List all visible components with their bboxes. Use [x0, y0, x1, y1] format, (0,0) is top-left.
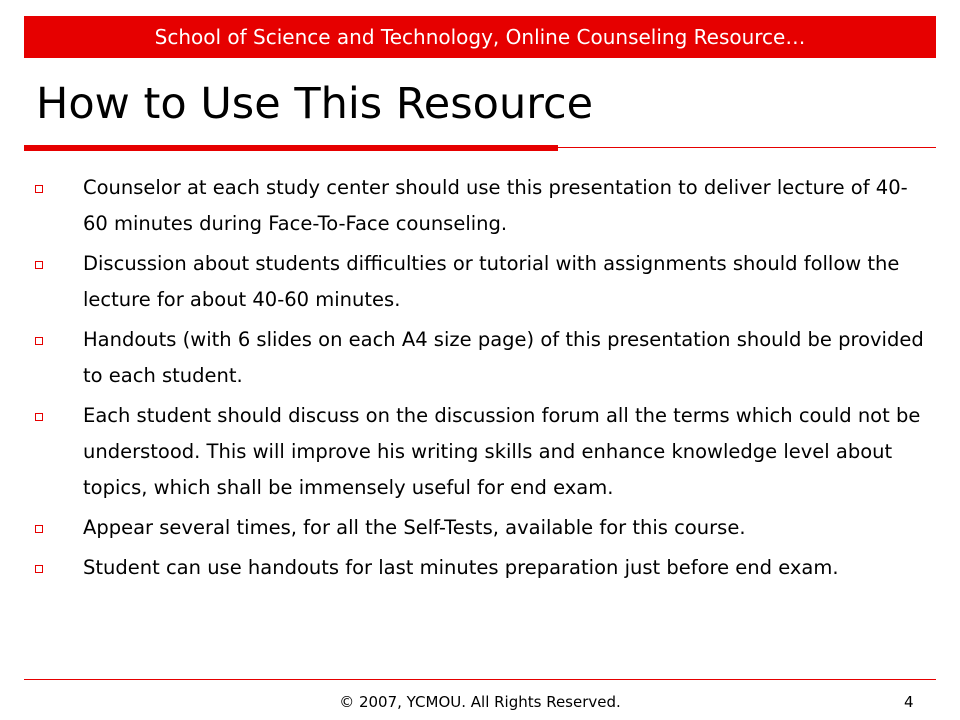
- slide-number: 4: [904, 693, 914, 711]
- bullet-text: Counselor at each study center should use this presentation to deliver lecture of 40-60 minutes during Face-To-Face counseling.: [83, 176, 908, 235]
- square-bullet-icon: [35, 337, 43, 345]
- bullet-text: Student can use handouts for last minutes preparation just before end exam.: [83, 556, 839, 579]
- header-band: [24, 16, 936, 58]
- bullet-text: Handouts (with 6 slides on each A4 size page) of this presentation should be provided to each student.: [83, 328, 924, 387]
- square-bullet-icon: [35, 413, 43, 421]
- bullet-item: [0, 170, 960, 242]
- footer-divider: [24, 679, 936, 680]
- square-bullet-icon: [35, 525, 43, 533]
- bullet-text: Appear several times, for all the Self-Tests, available for this course.: [83, 516, 746, 539]
- bullet-list: [0, 170, 960, 590]
- bullet-item: [0, 322, 960, 394]
- square-bullet-icon: [35, 565, 43, 573]
- header-title: School of Science and Technology, Online Counseling Resource…: [154, 25, 806, 49]
- slide-title: How to Use This Resource: [36, 79, 594, 129]
- bullet-text: Each student should discuss on the discussion forum all the terms which could not be understood. This will improve his writing skills and enhance knowledge level about topics, which shall be immensely useful for end exam.: [83, 404, 921, 499]
- bullet-text: Discussion about students difficulties or tutorial with assignments should follow the lecture for about 40-60 minutes.: [83, 252, 900, 311]
- square-bullet-icon: [35, 261, 43, 269]
- title-underline-thick: [24, 145, 558, 151]
- bullet-item: [0, 550, 960, 586]
- bullet-item: [0, 510, 960, 546]
- bullet-item: [0, 246, 960, 318]
- square-bullet-icon: [35, 185, 43, 193]
- footer-copyright: © 2007, YCMOU. All Rights Reserved.: [339, 693, 621, 711]
- bullet-item: [0, 398, 960, 506]
